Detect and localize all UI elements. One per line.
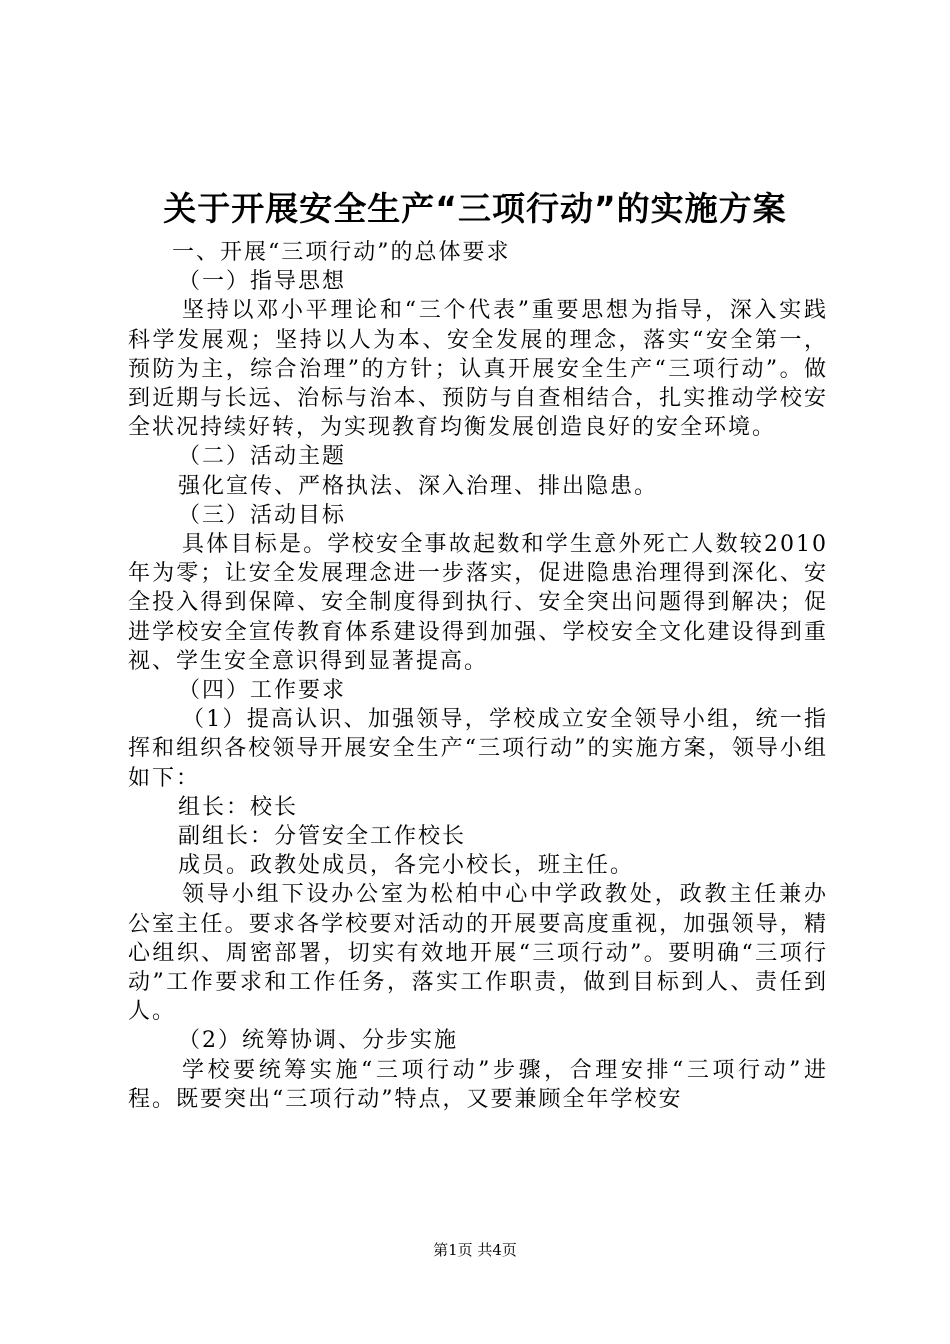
subsection-heading: （二）活动主题 [178, 444, 347, 470]
paragraph: （1）提高认识、加强领导，学校成立安全领导小组，统一指挥和组织各校领导开展安全生产“三项行动”的实施方案，领导小组如下： [128, 707, 828, 791]
document-title: 关于开展安全生产“三项行动”的实施方案 [163, 189, 787, 228]
subsection-heading: （四）工作要求 [178, 678, 347, 704]
page-footer: 第1页 共4页 [433, 1241, 517, 1259]
subsection-heading: （2）统筹协调、分步实施 [178, 1028, 458, 1054]
document-body [128, 238, 828, 1114]
list-item: 副组长：分管安全工作校长 [178, 824, 467, 850]
list-item: 组长：校长 [178, 794, 299, 820]
paragraph: 具体目标是。学校安全事故起数和学生意外死亡人数较2010年为零；让安全发展理念进一步落实，促进隐患治理得到深化、安全投入得到保障、安全制度得到执行、安全突出问题得到解决；促进学校安全宣传教育体系建设得到加强、学校安全文化建设得到重视、学生安全意识得到显著提高。 [128, 532, 828, 674]
section-heading: 一、开展“三项行动”的总体要求 [172, 240, 511, 265]
list-item: 成员。政教处成员，各完小校长，班主任。 [178, 853, 635, 879]
paragraph: 学校要统筹实施“三项行动”步骤，合理安排“三项行动”进程。既要突出“三项行动”特点，又要兼顾全年学校安 [128, 1057, 828, 1112]
paragraph: 领导小组下设办公室为松柏中心中学政教处，政教主任兼办公室主任。要求各学校要对活动的开展要高度重视，加强领导，精心组织、周密部署，切实有效地开展“三项行动”。要明确“三项行动”工作要求和工作任务，落实工作职责，做到目标到人、责任到人。 [128, 882, 828, 1025]
subsection-heading: （三）活动目标 [178, 502, 347, 528]
paragraph: 坚持以邓小平理论和“三个代表”重要思想为指导，深入实践科学发展观；坚持以人为本、安全发展的理念，落实“安全第一，预防为主，综合治理”的方针；认真开展安全生产“三项行动”。做到近期与长远、治标与治本、预防与自查相结合，扎实推动学校安全状况持续好转，为实现教育均衡发展创造良好的安全环境。 [128, 298, 828, 441]
subsection-heading: （一）指导思想 [178, 269, 347, 295]
paragraph: 强化宣传、严格执法、深入治理、排出隐患。 [178, 473, 659, 499]
